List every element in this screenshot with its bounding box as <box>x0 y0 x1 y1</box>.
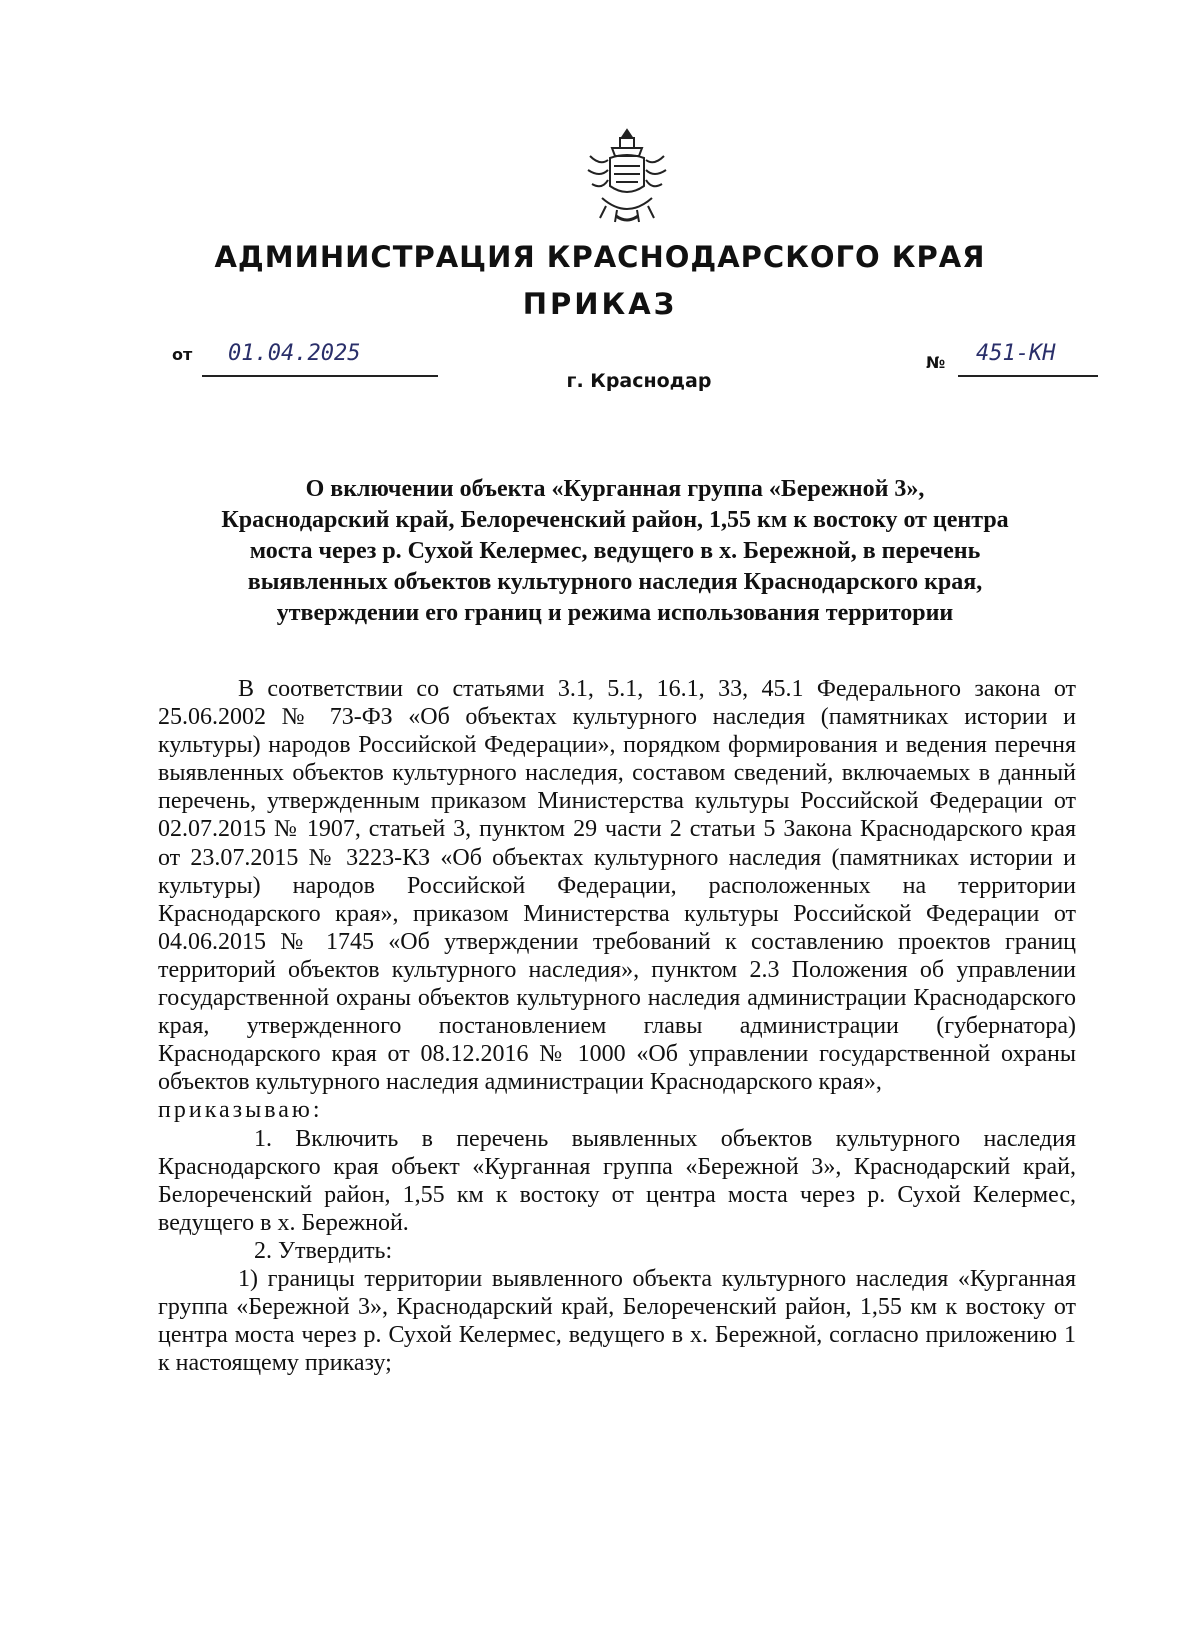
subject-line: моста через р. Сухой Келермес, ведущего в х. Бережной, в перечень <box>249 538 981 564</box>
krasnodar-coat-of-arms-icon <box>582 126 672 226</box>
document-subject <box>150 474 1080 629</box>
org-title: АДМИНИСТРАЦИЯ КРАСНОДАРСКОГО КРАЯ <box>214 240 986 274</box>
item-2-paragraph: 2. Утвердить: <box>254 1237 393 1264</box>
doc-type-title: ПРИКАЗ <box>522 287 678 321</box>
subject-line: утверждении его границ и режима использования территории <box>276 600 954 626</box>
document-body <box>158 675 1076 1377</box>
item-2-1-paragraph: 1) границы территории выявленного объекта культурного наследия «Курганная группа «Бережной 3», Краснодарский край, Белореченский район, 1,55 км к востоку от центра моста через р. Сухой Келермес, ведущего в х. Бережной, согласно приложению 1 к настоящему приказу; <box>158 1265 1076 1377</box>
date-value: 01.04.2025 <box>228 341 361 366</box>
city-label: г. Краснодар <box>566 370 712 392</box>
date-prefix: от <box>172 345 193 364</box>
subject-line: О включении объекта «Курганная группа «Бережной 3», <box>305 476 925 502</box>
item-1-paragraph: 1. Включить в перечень выявленных объектов культурного наследия Краснодарского края объект «Курганная группа «Бережной 3», Краснодарский край, Белореченский район, 1,55 км к востоку от центра моста через р. Сухой Келермес, ведущего в х. Бережной. <box>158 1125 1076 1236</box>
number-value: 451-КН <box>976 341 1056 366</box>
order-word: приказываю: <box>158 1097 323 1124</box>
number-prefix: № <box>926 353 946 372</box>
preamble-paragraph: В соответствии со статьями 3.1, 5.1, 16.1, 33, 45.1 Федерального закона от 25.06.2002 № 73-ФЗ «Об объектах культурного наследия (памятниках истории и культуры) народов Российской Федерации», порядком формирования и ведения перечня выявленных объектов культурного наследия, составом сведений, включаемых в данный перечень, утвержденным приказом Министерства культуры Российской Федерации от 02.07.2015 № 1907, статьей 3, пунктом 29 части 2 статьи 5 Закона Краснодарского края от 23.07.2015 № 3223-КЗ «Об объектах культурного наследия (памятниках истории и культуры) народов Российской Федерации, расположенных на территории Краснодарского края», приказом Министерства культуры Российской Федерации от 04.06.2015 № 1745 «Об утверждении требований к составлению проектов границ территорий объектов культурного наследия», пунктом 2.3 Положения об управлении государственной охраны объектов культурного наследия администрации Краснодарского края, утвержденного постановлением главы администрации (губернатора) Краснодарского края от 08.12.2016 № 1000 «Об управлении государственной охраны объектов культурного наследия администрации Краснодарского края», <box>158 676 1076 1096</box>
subject-line: Краснодарский край, Белореченский район, 1,55 км к востоку от центра <box>221 507 1009 533</box>
subject-line: выявленных объектов культурного наследия Краснодарского края, <box>247 569 983 595</box>
